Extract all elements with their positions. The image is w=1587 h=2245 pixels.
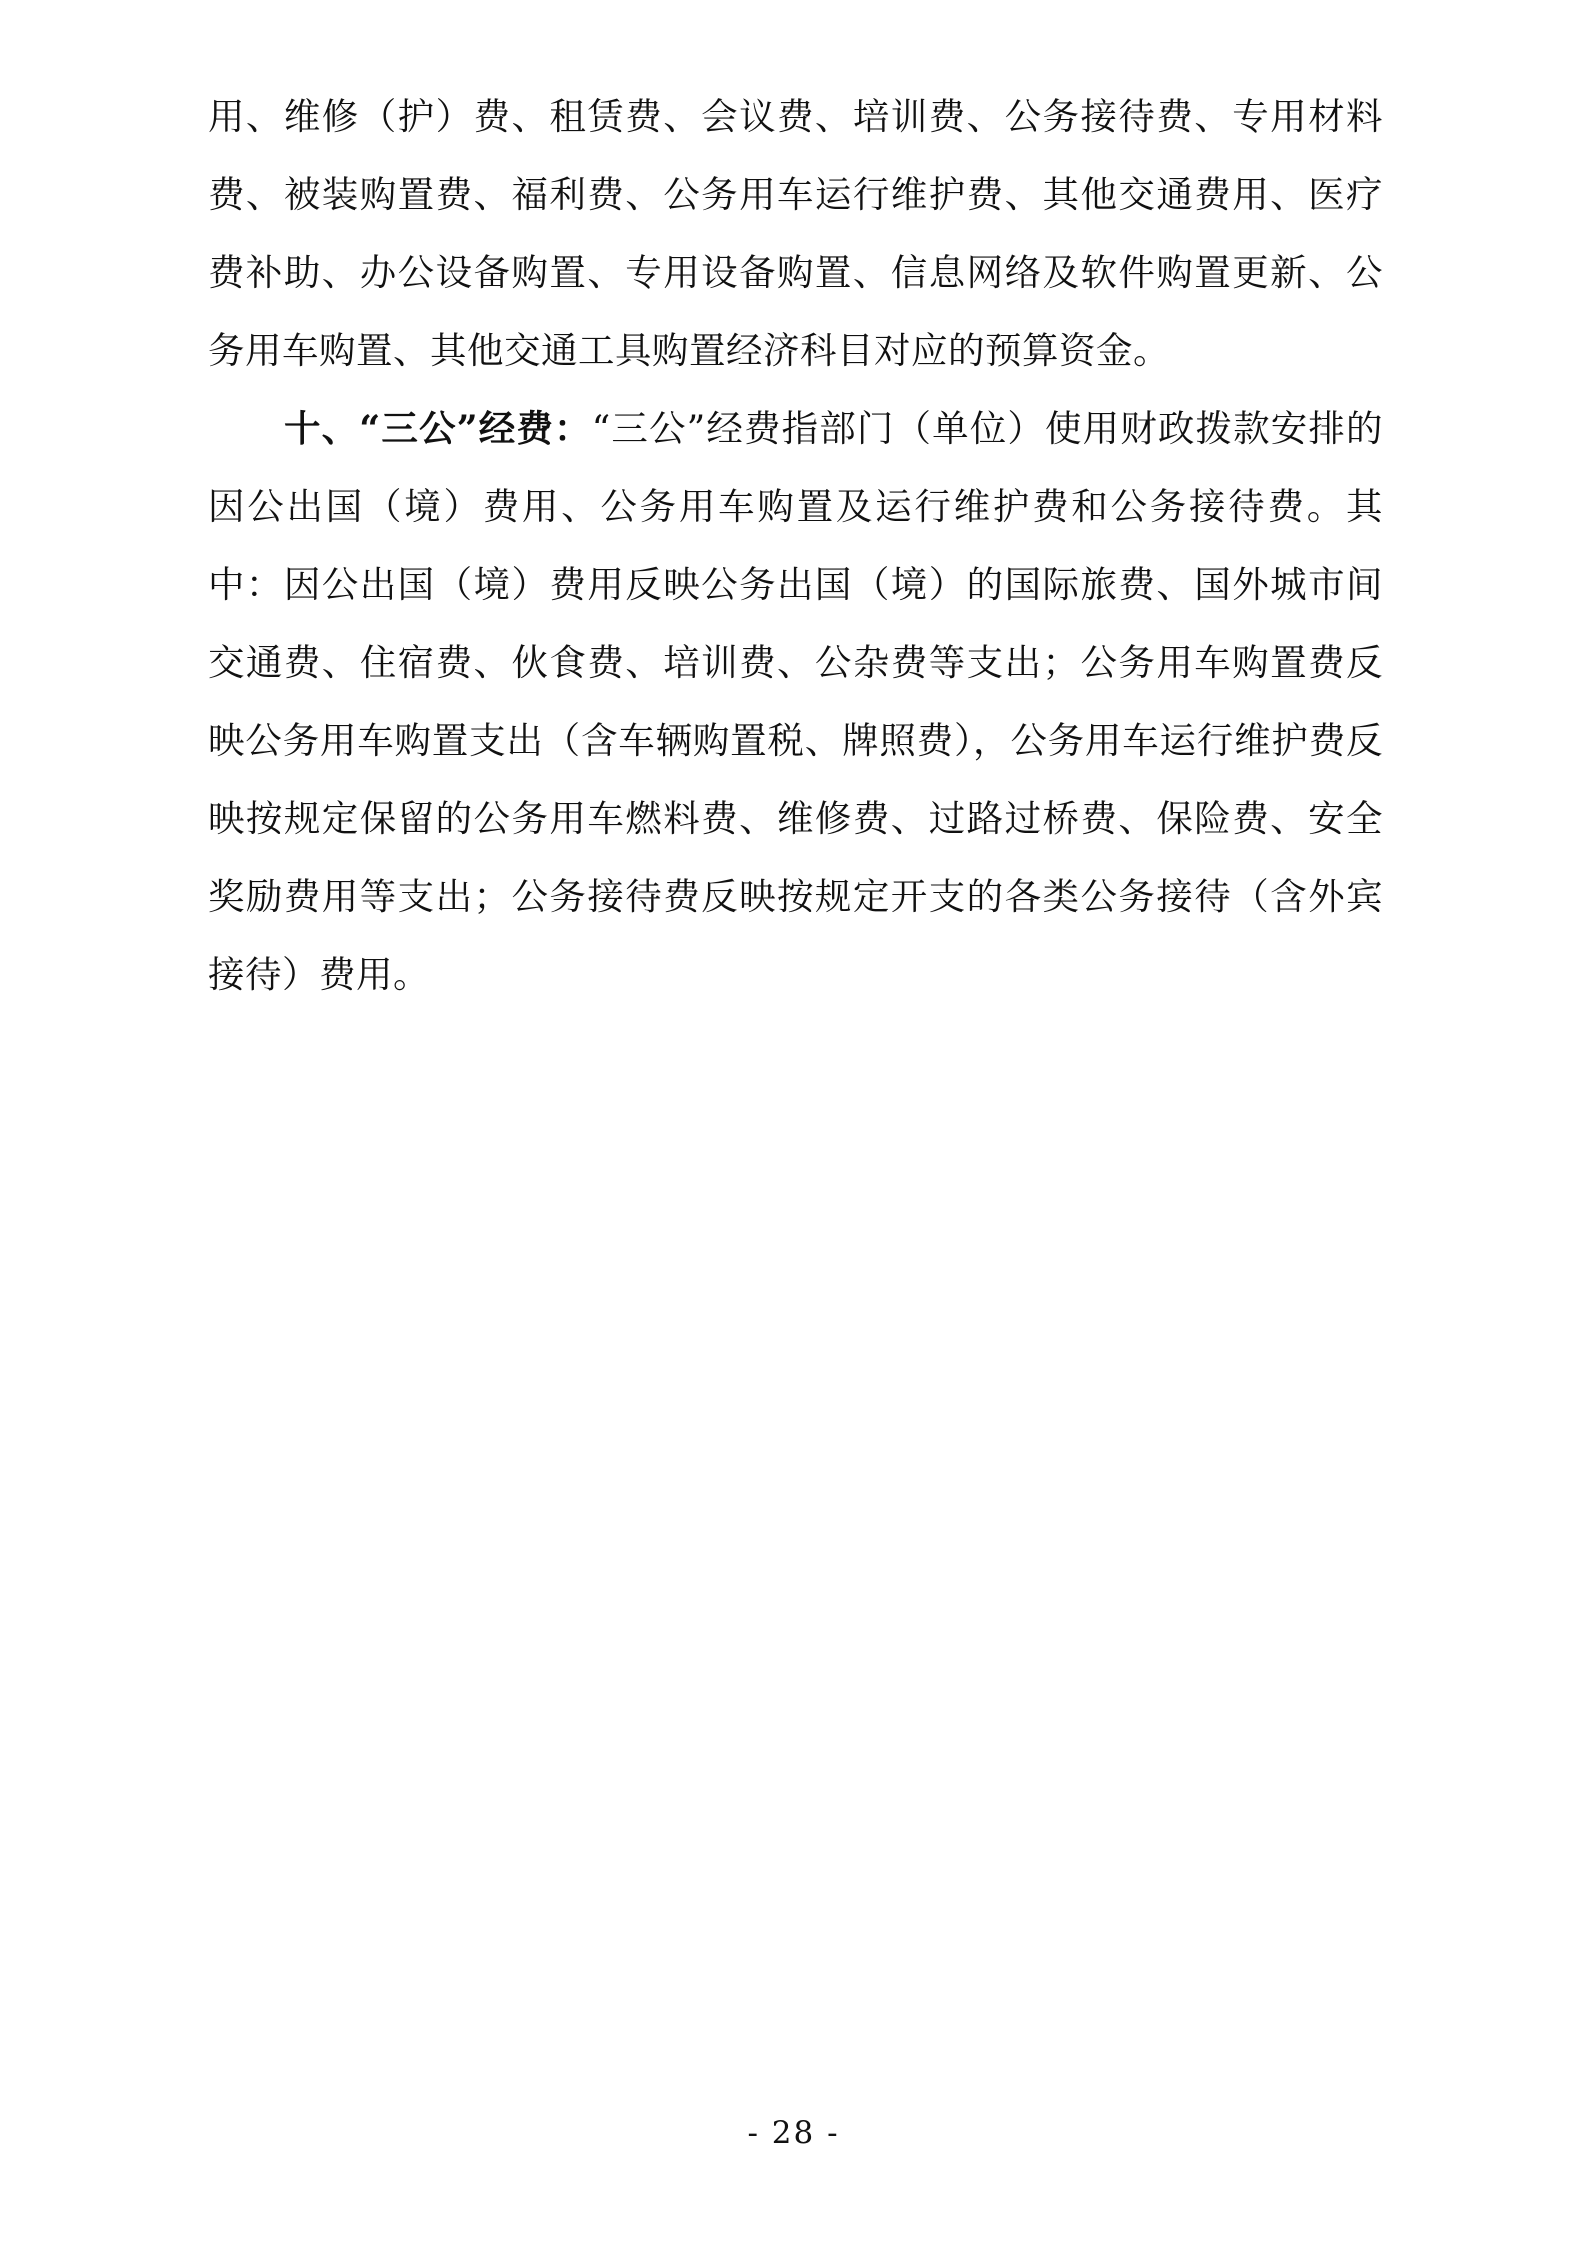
paragraph-item-ten-lead: 十、“三公”经费： — [284, 407, 592, 450]
document-body — [208, 78, 1383, 1014]
paragraph-continuation: 用、维修（护）费、租赁费、会议费、培训费、公务接待费、专用材料费、被装购置费、福利费、公务用车运行维护费、其他交通费用、医疗费补助、办公设备购置、专用设备购置、信息网络及软件购置更新、公务用车购置、其他交通工具购置经济科目对应的预算资金。 — [208, 95, 1383, 372]
paragraph-item-ten-text: “三公”经费指部门（单位）使用财政拨款安排的因公出国（境）费用、公务用车购置及运行维护费和公务接待费。其中：因公出国（境）费用反映公务出国（境）的国际旅费、国外城市间交通费、住宿费、伙食费、培训费、公杂费等支出；公务用车购置费反映公务用车购置支出（含车辆购置税、牌照费），公务用车运行维护费反映按规定保留的公务用车燃料费、维修费、过路过桥费、保险费、安全奖励费用等支出；公务接待费反映按规定开支的各类公务接待（含外宾接待）费用。 — [208, 407, 1383, 996]
paragraph-item-ten — [208, 390, 1383, 1014]
page-number: - 28 - — [747, 2115, 840, 2151]
